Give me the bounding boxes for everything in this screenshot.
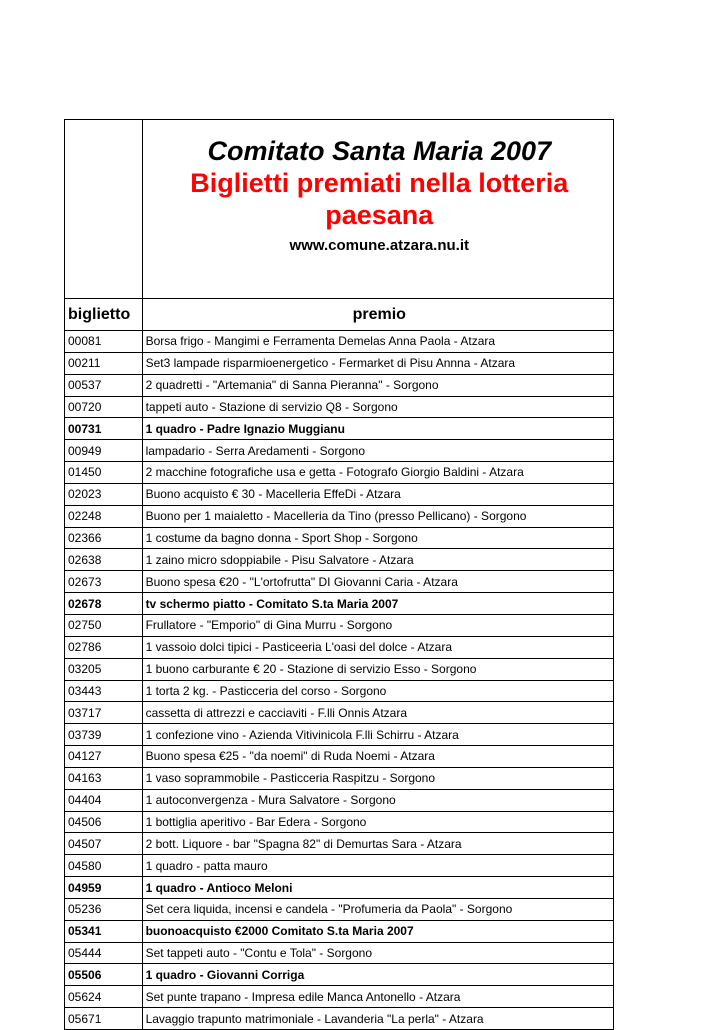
prize-cell: buonoacquisto €2000 Comitato S.ta Maria 2007 <box>142 920 613 942</box>
ticket-number-cell: 03739 <box>65 724 143 746</box>
prize-cell: 1 quadro - Padre Ignazio Muggianu <box>142 418 613 440</box>
header-cell <box>142 120 613 299</box>
lottery-title-line2: paesana <box>325 199 434 230</box>
prize-cell: 1 buono carburante € 20 - Stazione di servizio Esso - Sorgono <box>142 658 613 680</box>
prize-cell: 1 quadro - patta mauro <box>142 855 613 877</box>
table-row <box>65 614 614 636</box>
prize-cell: 1 confezione vino - Azienda Vitivinicola F.lli Schirru - Atzara <box>142 724 613 746</box>
prize-cell: 1 torta 2 kg. - Pasticceria del corso - Sorgono <box>142 680 613 702</box>
prize-cell: 1 quadro - Giovanni Corriga <box>142 964 613 986</box>
lottery-table-body <box>65 120 614 1030</box>
prize-cell: Set cera liquida, incensi e candela - "Profumeria da Paola" - Sorgono <box>142 898 613 920</box>
table-row <box>65 833 614 855</box>
table-row <box>65 746 614 768</box>
ticket-number-cell: 03717 <box>65 702 143 724</box>
table-row <box>65 855 614 877</box>
ticket-number-cell: 00949 <box>65 440 143 462</box>
ticket-number-cell: 02023 <box>65 483 143 505</box>
prize-cell: 1 vaso soprammobile - Pasticceria Raspitzu - Sorgono <box>142 767 613 789</box>
column-header-row <box>65 299 614 331</box>
table-row <box>65 789 614 811</box>
ticket-number-cell: 03205 <box>65 658 143 680</box>
ticket-number-cell: 02750 <box>65 614 143 636</box>
prize-cell: Buono spesa €20 - "L'ortofrutta" DI Giovanni Caria - Atzara <box>142 571 613 593</box>
table-row <box>65 505 614 527</box>
ticket-number-cell: 02786 <box>65 636 143 658</box>
table-row <box>65 964 614 986</box>
prize-cell: tv schermo piatto - Comitato S.ta Maria 2007 <box>142 593 613 615</box>
table-row <box>65 767 614 789</box>
ticket-number-cell: 05671 <box>65 1008 143 1030</box>
table-row <box>65 440 614 462</box>
ticket-number-cell: 02673 <box>65 571 143 593</box>
ticket-number-cell: 02248 <box>65 505 143 527</box>
table-row <box>65 877 614 899</box>
table-row <box>65 636 614 658</box>
table-row <box>65 658 614 680</box>
ticket-number-cell: 00731 <box>65 418 143 440</box>
prize-cell: cassetta di attrezzi e cacciaviti - F.lli Onnis Atzara <box>142 702 613 724</box>
table-row <box>65 986 614 1008</box>
ticket-number-cell: 01450 <box>65 462 143 484</box>
table-row <box>65 549 614 571</box>
prize-cell: 2 macchine fotografiche usa e getta - Fotografo Giorgio Baldini - Atzara <box>142 462 613 484</box>
ticket-number-cell: 05506 <box>65 964 143 986</box>
ticket-number-cell: 05236 <box>65 898 143 920</box>
prize-cell: 1 vassoio dolci tipici - Pasticeeria L'oasi del dolce - Atzara <box>142 636 613 658</box>
prize-cell: 2 quadretti - "Artemania" di Sanna Pieranna" - Sorgono <box>142 374 613 396</box>
prize-cell: lampadario - Serra Aredamenti - Sorgono <box>142 440 613 462</box>
lottery-table <box>64 119 614 1030</box>
table-row <box>65 942 614 964</box>
prize-cell: 1 autoconvergenza - Mura Salvatore - Sorgono <box>142 789 613 811</box>
prize-cell: 1 zaino micro sdoppiabile - Pisu Salvatore - Atzara <box>142 549 613 571</box>
ticket-number-cell: 00537 <box>65 374 143 396</box>
table-row <box>65 702 614 724</box>
prize-cell: tappeti auto - Stazione di servizio Q8 - Sorgono <box>142 396 613 418</box>
prize-cell: Set3 lampade risparmioenergetico - Fermarket di Pisu Annna - Atzara <box>142 352 613 374</box>
ticket-number-cell: 04959 <box>65 877 143 899</box>
column-header-prize: premio <box>142 299 613 331</box>
prize-cell: Set punte trapano - Impresa edile Manca Antonello - Atzara <box>142 986 613 1008</box>
lottery-title-line1: Biglietti premiati nella lotteria <box>190 167 569 198</box>
website-text: www.comune.atzara.nu.it <box>289 236 470 254</box>
ticket-number-cell: 05341 <box>65 920 143 942</box>
prize-cell: Buono per 1 maialetto - Macelleria da Tino (presso Pellicano) - Sorgono <box>142 505 613 527</box>
prize-cell: Frullatore - "Emporio" di Gina Murru - Sorgono <box>142 614 613 636</box>
prize-cell: Set tappeti auto - "Contu e Tola" - Sorgono <box>142 942 613 964</box>
ticket-number-cell: 00081 <box>65 331 143 353</box>
ticket-number-cell: 02366 <box>65 527 143 549</box>
table-row <box>65 331 614 353</box>
ticket-number-cell: 05444 <box>65 942 143 964</box>
header-empty-cell <box>65 120 143 299</box>
ticket-number-cell: 04506 <box>65 811 143 833</box>
table-row <box>65 593 614 615</box>
prize-cell: Lavaggio trapunto matrimoniale - Lavanderia "La perla" - Atzara <box>142 1008 613 1030</box>
ticket-number-cell: 00211 <box>65 352 143 374</box>
table-row <box>65 374 614 396</box>
header-content <box>146 135 613 284</box>
prize-cell: Buono spesa €25 - "da noemi" di Ruda Noemi - Atzara <box>142 746 613 768</box>
table-row <box>65 680 614 702</box>
prize-cell: Borsa frigo - Mangimi e Ferramenta Demelas Anna Paola - Atzara <box>142 331 613 353</box>
ticket-number-cell: 02678 <box>65 593 143 615</box>
ticket-number-cell: 04507 <box>65 833 143 855</box>
table-row <box>65 920 614 942</box>
prize-cell: 1 bottiglia aperitivo - Bar Edera - Sorgono <box>142 811 613 833</box>
ticket-number-cell: 02638 <box>65 549 143 571</box>
table-row <box>65 527 614 549</box>
ticket-number-cell: 04163 <box>65 767 143 789</box>
table-row <box>65 352 614 374</box>
ticket-number-cell: 04127 <box>65 746 143 768</box>
ticket-number-cell: 04404 <box>65 789 143 811</box>
table-row <box>65 462 614 484</box>
committee-title: Comitato Santa Maria 2007 <box>207 135 552 166</box>
table-row <box>65 724 614 746</box>
table-row <box>65 1008 614 1030</box>
table-row <box>65 418 614 440</box>
ticket-number-cell: 00720 <box>65 396 143 418</box>
table-row <box>65 483 614 505</box>
table-row <box>65 396 614 418</box>
prize-cell: 2 bott. Liquore - bar "Spagna 82" di Demurtas Sara - Atzara <box>142 833 613 855</box>
ticket-number-cell: 04580 <box>65 855 143 877</box>
table-row <box>65 571 614 593</box>
header-row <box>65 120 614 299</box>
table-row <box>65 898 614 920</box>
ticket-number-cell: 05624 <box>65 986 143 1008</box>
column-header-ticket: biglietto <box>65 299 143 331</box>
table-row <box>65 811 614 833</box>
prize-cell: 1 costume da bagno donna - Sport Shop - Sorgono <box>142 527 613 549</box>
prize-cell: 1 quadro - Antioco Meloni <box>142 877 613 899</box>
prize-cell: Buono acquisto € 30 - Macelleria EffeDi - Atzara <box>142 483 613 505</box>
ticket-number-cell: 03443 <box>65 680 143 702</box>
